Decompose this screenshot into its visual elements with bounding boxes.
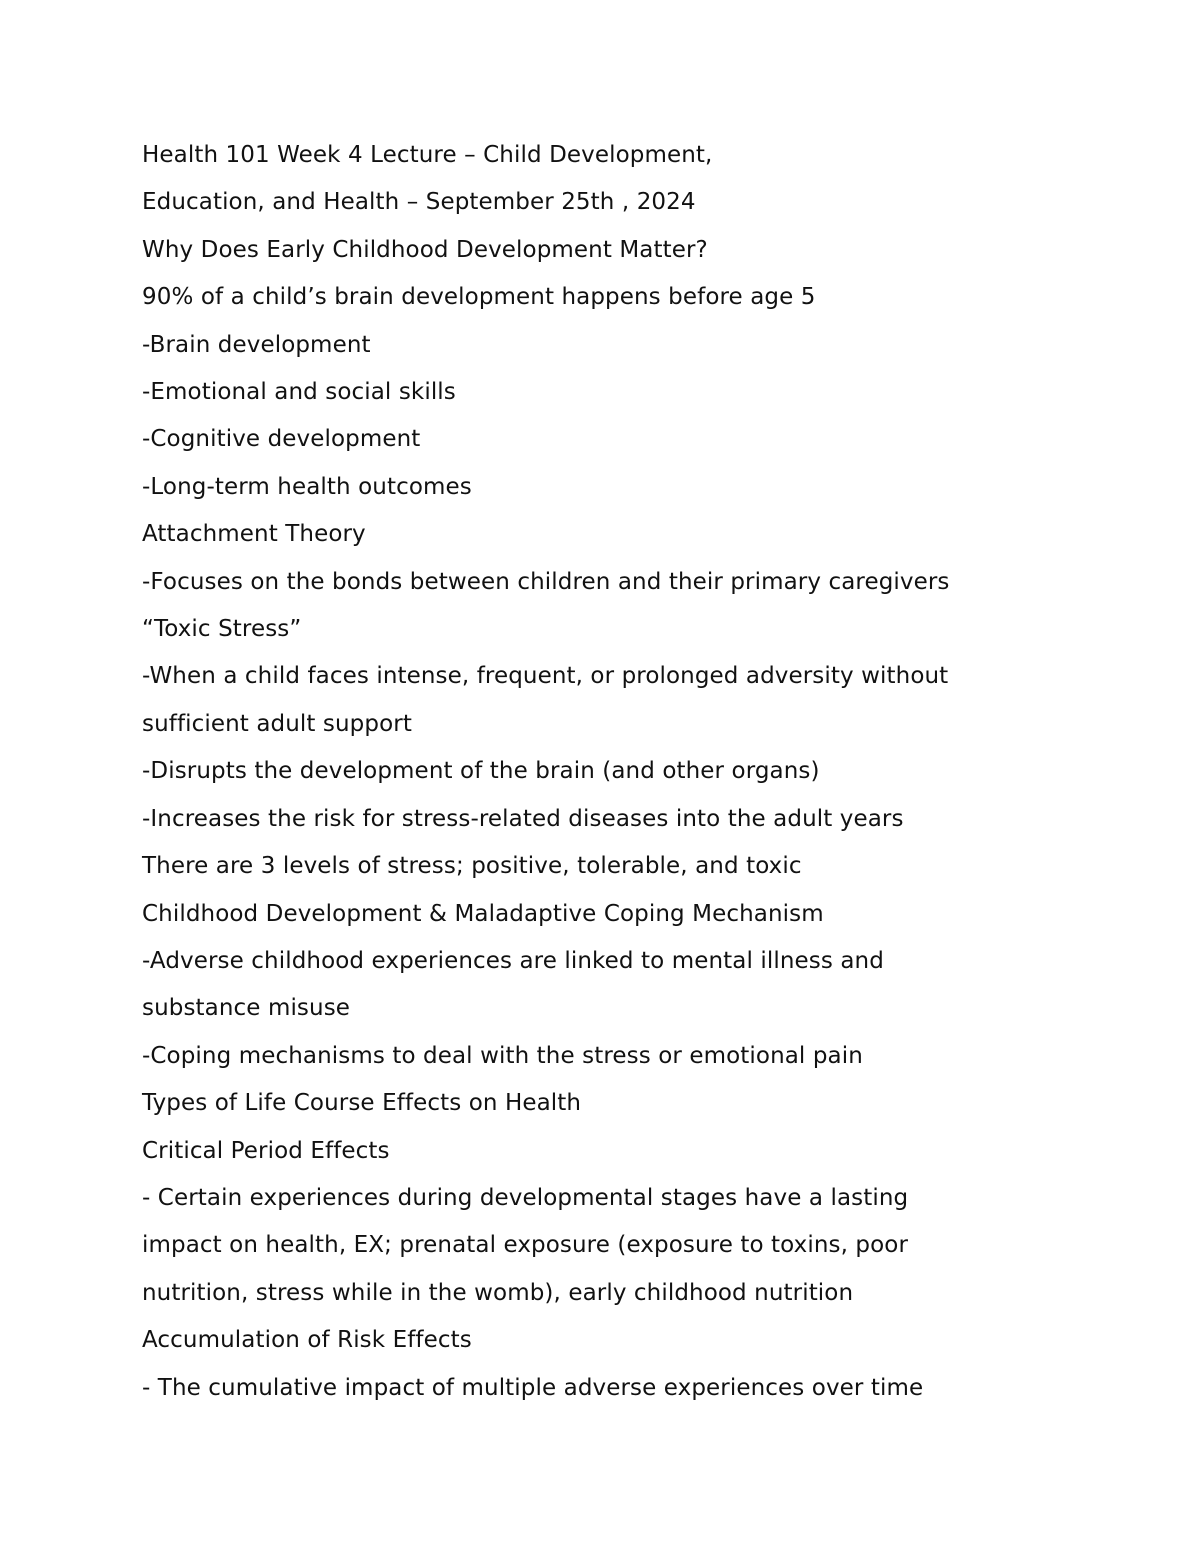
title-line-1: Health 101 Week 4 Lecture – Child Development, (142, 142, 713, 168)
section-heading: Attachment Theory (142, 521, 366, 548)
text-line: substance misuse (142, 995, 351, 1022)
subsection-heading: Critical Period Effects (142, 1137, 390, 1164)
bullet-line: -Increases the risk for stress-related diseases into the adult years (142, 805, 904, 832)
bullet-line: -When a child faces intense, frequent, or prolonged adversity without (142, 663, 949, 690)
bullet-line: -Cognitive development (142, 426, 421, 453)
bullet-line: -Coping mechanisms to deal with the stress or emotional pain (142, 1042, 863, 1069)
text-line: 90% of a child’s brain development happens before age 5 (142, 284, 816, 311)
subsection-heading: Accumulation of Risk Effects (142, 1327, 472, 1354)
section-heading: Why Does Early Childhood Development Matter? (142, 236, 708, 263)
bullet-line: -Brain development (142, 331, 371, 358)
bullet-line: -Long-term health outcomes (142, 473, 472, 500)
section-heading: Childhood Development & Maladaptive Coping Mechanism (142, 900, 824, 927)
document-body (142, 132, 1142, 1412)
title-line-2: Education, and Health – September 25th , 2024 (142, 189, 696, 216)
text-line: nutrition, stress while in the womb), early childhood nutrition (142, 1279, 854, 1306)
section-heading: Types of Life Course Effects on Health (142, 1090, 582, 1117)
text-line: sufficient adult support (142, 710, 412, 737)
bullet-line: -Adverse childhood experiences are linked to mental illness and (142, 947, 884, 974)
bullet-line: -Disrupts the development of the brain (and other organs) (142, 758, 820, 785)
text-line: There are 3 levels of stress; positive, tolerable, and toxic (142, 853, 802, 880)
bullet-line: -Emotional and social skills (142, 379, 456, 406)
section-heading: “Toxic Stress” (142, 616, 302, 643)
bullet-line: -Focuses on the bonds between children and their primary caregivers (142, 568, 950, 595)
bullet-line: - The cumulative impact of multiple adverse experiences over time (142, 1374, 924, 1401)
text-line: impact on health, EX; prenatal exposure (exposure to toxins, poor (142, 1232, 909, 1259)
bullet-line: - Certain experiences during developmental stages have a lasting (142, 1184, 909, 1211)
